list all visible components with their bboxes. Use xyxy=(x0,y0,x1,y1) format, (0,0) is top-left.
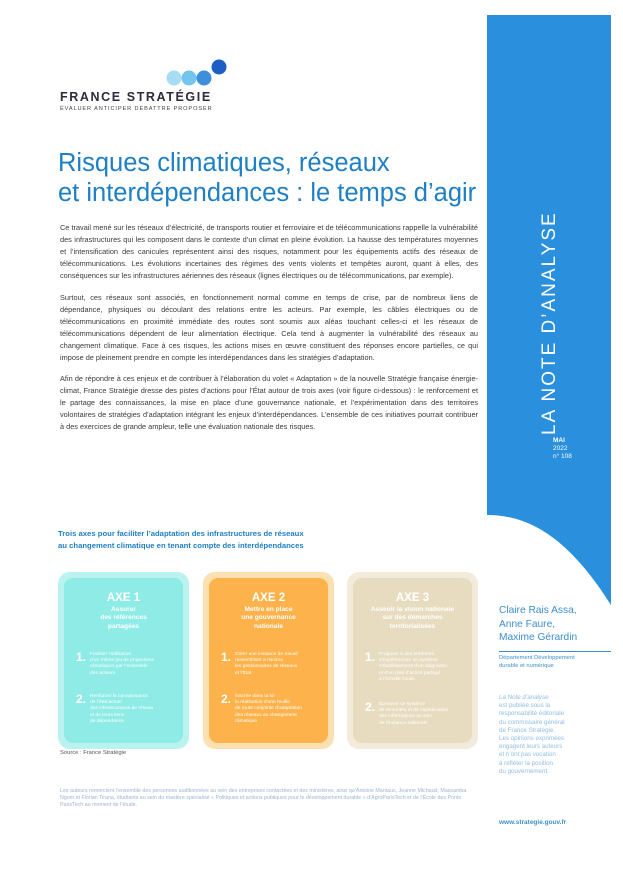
note-line-4: du commissaire général xyxy=(499,718,565,726)
department xyxy=(499,655,575,670)
note-line-2: est publiée sous la xyxy=(499,702,551,710)
axis-1-subtitle: Assurer des références partagées xyxy=(100,606,147,630)
note-line-5: de France Stratégie. xyxy=(499,726,556,734)
axis-1-item-1-text: Faciliter l’utilisation d’un même jeu de projections climatiques par l’ensemble des acteurs xyxy=(90,652,154,676)
author-1: Claire Rais Assa, xyxy=(499,605,577,616)
figure-title-line-1: Trois axes pour faciliter l’adaptation des infrastructures de réseaux xyxy=(58,529,304,538)
department-line-1: Département Développement xyxy=(499,655,575,661)
note-line-3: responsabilité éditoriale xyxy=(499,710,565,718)
figure-title xyxy=(58,528,478,552)
axis-2-label: AXE 2 xyxy=(251,592,286,604)
summary-text xyxy=(60,222,478,443)
axis-3-subtitle: Asseoir la vision nationale sur des démarches territorialisées xyxy=(370,606,455,630)
issue-month: MAI xyxy=(553,437,565,444)
axis-3-label: AXE 3 xyxy=(395,592,430,604)
axis-card-2-body xyxy=(209,578,328,743)
axis-3-item-2-text: Éprouver ce système de remontée et de capitalisation des informations au sein de l’instance nationale xyxy=(379,702,449,726)
axis-2-item-1-text: Créer une instance de travail rassemblant a minima les gestionnaires de réseaux et l’État xyxy=(235,652,298,676)
title-line-2: et interdépendances : le temps d’agir xyxy=(58,179,477,207)
axis-1-label: AXE 1 xyxy=(106,592,141,604)
note-line-7: engagent leurs auteurs xyxy=(499,743,563,751)
footnote: Les auteurs remercient l’ensemble des personnes auditionnées au sein des entreprises contactées et des ministères, ainsi qu’Antoine Mantaux, Jeanne Michaud, Massamba Ngom et Florian Tirana, étudiants au sein du mastère spécialisé « Politiques et actions publiques pour le développement durable » d’AgroParisTech et de l’École des Ponts ParisTech au moment de l’étude. xyxy=(60,788,467,808)
author-3: Maxime Gérardin xyxy=(499,632,578,643)
axis-2-subtitle: Mettre en place une gouvernance nationale xyxy=(241,606,296,630)
france-strategie-logo xyxy=(60,58,240,118)
note-line-9: à refléter la position xyxy=(499,759,553,767)
website-link[interactable]: www.strategie.gouv.fr xyxy=(499,819,567,826)
axis-card-3 xyxy=(347,572,478,749)
authors xyxy=(499,604,577,645)
issue-year: 2022 xyxy=(553,444,568,452)
axis-1-item-2-text: Renforcer la connaissance de l’état actuel des infrastructures de réseau et de leurs liens de dépendance xyxy=(90,694,154,724)
note-line-6: Les opinions exprimées xyxy=(499,735,565,743)
logo-dots-icon xyxy=(166,58,246,88)
note-line-10: du gouvernement. xyxy=(499,767,549,775)
authors-divider xyxy=(499,651,611,652)
axis-3-item-2-number: 2. xyxy=(365,700,376,714)
axis-2-item-2-text: Inscrire dans la loi la réalisation d’une feuille de route conjointe d’adaptation des réseaux au changement climatique xyxy=(235,694,302,724)
axis-3-item-1-number: 1. xyxy=(365,650,376,664)
axis-1-item-2-number: 2. xyxy=(76,692,87,706)
note-line-8: et n’ont pas vocation xyxy=(499,751,556,759)
axis-2-item-2-number: 2. xyxy=(221,692,232,706)
logo-brand-text: FRANCE STRATÉGIE xyxy=(60,90,212,104)
body-paragraph-1: Ce travail mené sur les réseaux d’électricité, de transports routier et ferroviaire et de télécommunications rappelle la vulnérabilité des infrastructures qui les composent dans le contexte d’un climat en pleine évolution. La hausse des températures moyennes et l’intensification des canicules représentent ainsi des risques, notamment pour les équipements actifs des réseaux de télécommunications. Les évolutions incertaines des régimes des vents violents et tempêtes auront, quant à elles, des conséquences sur les infrastructures aériennes des réseaux (lignes électriques ou de télécommunications, par exemple). xyxy=(60,223,478,280)
issue-date xyxy=(553,437,572,460)
figure-title-line-2: au changement climatique en tenant compte des interdépendances xyxy=(58,541,304,550)
axis-2-item-1-number: 1. xyxy=(221,650,232,664)
body-paragraph-3: Afin de répondre à ces enjeux et de contribuer à l’élaboration du volet « Adaptation » de la nouvelle Stratégie française énergie-climat, France Stratégie dresse des pistes d’actions pour l’État autour de trois axes (voir figure ci-dessous) : le renforcement et le partage des connaissances, la mise en place d’une gouvernance nationale, et l’expérimentation dans des territoires volontaires de stratégies d’adaptation intégrant les enjeux d’interdépendances. L’ensemble de ces initiatives pourrait contribuer à des exercices de grande ampleur, telle une évaluation nationale des risques. xyxy=(60,374,478,431)
axis-card-1 xyxy=(58,572,189,749)
issue-number: n° 108 xyxy=(553,452,572,460)
editorial-note xyxy=(499,694,565,776)
axis-card-1-body xyxy=(64,578,183,743)
author-2: Anne Faure, xyxy=(499,618,556,630)
series-title: LA NOTE D’ANALYSE xyxy=(539,211,560,435)
axis-3-item-1-text: Proposer à des territoires d’expérimenter un système d’établissement d’un diagnostic et d’un plan d’action partagé à l’échelle locale xyxy=(379,652,447,682)
page-title xyxy=(58,148,478,208)
title-line-1: Risques climatiques, réseaux xyxy=(58,149,390,177)
axis-card-3-body xyxy=(353,578,472,743)
axis-card-2 xyxy=(203,572,334,749)
axis-1-item-1-number: 1. xyxy=(76,650,87,664)
logo-tagline: ÉVALUER ANTICIPER DÉBATTRE PROPOSER xyxy=(60,106,213,112)
figure-source: Source : France Stratégie xyxy=(60,750,127,756)
department-line-2: durable et numérique xyxy=(499,662,554,669)
body-paragraph-2: Surtout, ces réseaux sont associés, en fonctionnement normal comme en temps de crise, par de nombreux liens de dépendance, physiques ou découlant des relations entre les acteurs. Par exemple, les câbles électriques ou de télécommunications en proximité immédiate des routes sont soumis aux aléas touchant celles-ci et les réseaux de télécommunications dépendent de leur alimentation électrique. Cela tend à augmenter la vulnérabilité des réseaux au changement climatique. Face à ces risques, les actions mises en œuvre constituent des réponses encore partielles, ce qui impose de pleinement prendre en compte les interdépendances dans les stratégies d’adaptation. xyxy=(60,292,478,362)
note-line-1: La Note d’analyse xyxy=(499,694,549,701)
